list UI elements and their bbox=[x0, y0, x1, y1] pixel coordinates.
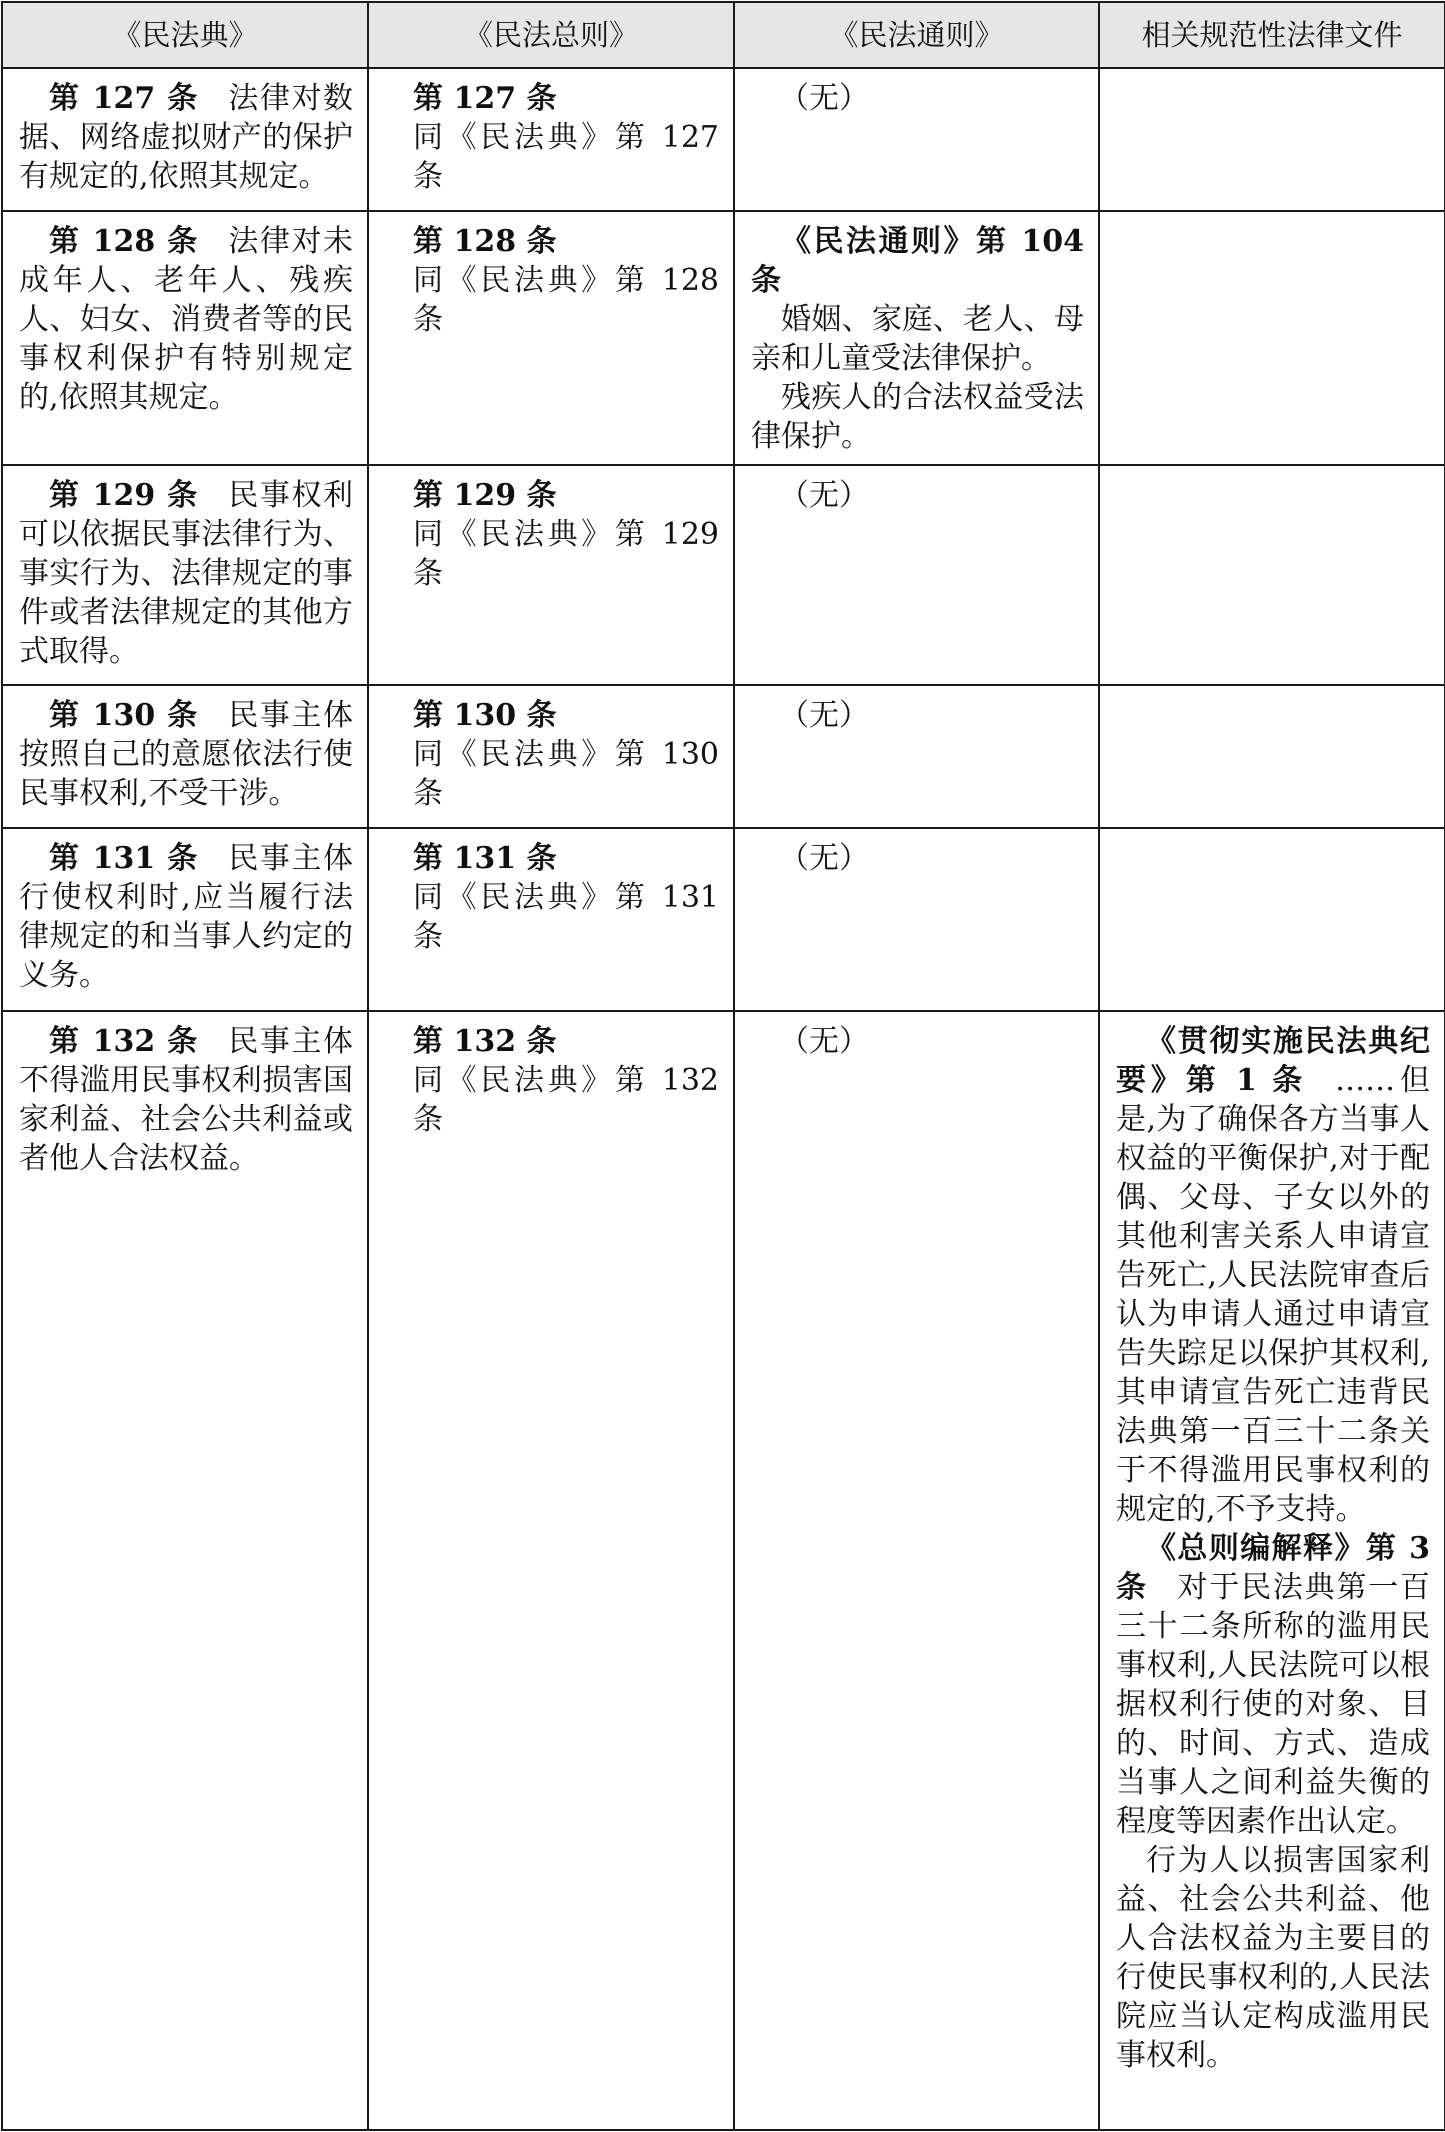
article-text: 同《民法典》第 127 条 bbox=[413, 120, 719, 194]
general-principles-cell bbox=[734, 465, 1099, 685]
general-provisions-cell bbox=[368, 1011, 734, 2130]
article-text: 同《民法典》第 130 条 bbox=[413, 737, 719, 811]
article-title: 《民法通则》第 104 条 bbox=[751, 224, 1084, 298]
article-title: 第 128 条 bbox=[49, 224, 199, 259]
related-documents-cell bbox=[1099, 1011, 1445, 2130]
general-principles-cell bbox=[734, 828, 1099, 1011]
table-row bbox=[2, 685, 1445, 828]
general-provisions-cell bbox=[368, 68, 734, 211]
article-text: 同《民法典》第 132 条 bbox=[413, 1063, 719, 1137]
civil-code-cell bbox=[2, 1011, 368, 2130]
article-title: 第 130 条 bbox=[413, 698, 557, 733]
general-provisions-cell bbox=[368, 465, 734, 685]
civil-code-cell bbox=[2, 828, 368, 1011]
civil-code-cell bbox=[2, 211, 368, 465]
article-text: 民事主体不得滥用民事权利损害国家利益、社会公共利益或者他人合法权益。 bbox=[19, 1024, 354, 1176]
none-text: （无） bbox=[779, 1024, 869, 1059]
general-principles-cell bbox=[734, 685, 1099, 828]
related-documents-cell bbox=[1099, 465, 1445, 685]
article-paragraph: 残疾人的合法权益受法律保护。 bbox=[751, 380, 1084, 454]
table-row bbox=[2, 465, 1445, 685]
general-provisions-cell bbox=[368, 828, 734, 1011]
none-text: （无） bbox=[779, 841, 869, 876]
table-row bbox=[2, 828, 1445, 1011]
law-comparison-table bbox=[1, 1, 1445, 2131]
related-paragraph bbox=[1116, 1529, 1430, 1841]
document-title: 《总则编解释》第 3 条 bbox=[1116, 1531, 1430, 1605]
article-text: 法律对未成年人、老年人、残疾人、妇女、消费者等的民事权利保护有特别规定的,依照其规定。 bbox=[19, 224, 354, 415]
article-paragraph: 婚姻、家庭、老人、母亲和儿童受法律保护。 bbox=[751, 302, 1084, 376]
related-documents-cell bbox=[1099, 828, 1445, 1011]
header-civil-code: 《民法典》 bbox=[2, 2, 368, 68]
civil-code-cell bbox=[2, 685, 368, 828]
general-provisions-cell bbox=[368, 685, 734, 828]
table-row bbox=[2, 1011, 1445, 2130]
table-row bbox=[2, 68, 1445, 211]
article-title: 第 128 条 bbox=[413, 224, 557, 259]
article-text: 同《民法典》第 129 条 bbox=[413, 517, 719, 591]
document-text: ……但是,为了确保各方当事人权益的平衡保护,对于配偶、父母、子女以外的其他利害关系人申请宣告死亡,人民法院审查后认为申请人通过申请宣告失踪足以保护其权利,其申请宣告死亡违背民法典第一百三十二条关于不得滥用民事权利的规定的,不予支持。 bbox=[1116, 1063, 1430, 1527]
article-title: 第 131 条 bbox=[413, 841, 557, 876]
none-text: （无） bbox=[779, 698, 869, 733]
document-text: 对于民法典第一百三十二条所称的滥用民事权利,人民法院可以根据权利行使的对象、目的、时间、方式、造成当事人之间利益失衡的程度等因素作出认定。 bbox=[1116, 1570, 1431, 1839]
article-title: 第 129 条 bbox=[49, 478, 199, 513]
related-documents-cell bbox=[1099, 68, 1445, 211]
article-title: 第 130 条 bbox=[49, 698, 199, 733]
related-paragraph: 行为人以损害国家利益、社会公共利益、他人合法权益为主要目的行使民事权利的,人民法院应当认定构成滥用民事权利。 bbox=[1116, 1843, 1430, 2073]
general-principles-cell bbox=[734, 1011, 1099, 2130]
article-text: 同《民法典》第 131 条 bbox=[413, 880, 719, 954]
article-title: 第 131 条 bbox=[49, 841, 199, 876]
article-text: 民事权利可以依据民事法律行为、事实行为、法律规定的事件或者法律规定的其他方式取得。 bbox=[19, 478, 354, 669]
related-documents-cell bbox=[1099, 685, 1445, 828]
article-text: 民事主体行使权利时,应当履行法律规定的和当事人约定的义务。 bbox=[19, 841, 354, 993]
document-title: 《贯彻实施民法典纪要》第 1 条 bbox=[1116, 1024, 1430, 1098]
related-documents-cell bbox=[1099, 211, 1445, 465]
article-text: 法律对数据、网络虚拟财产的保护有规定的,依照其规定。 bbox=[19, 81, 354, 194]
civil-code-cell bbox=[2, 68, 368, 211]
header-general-provisions: 《民法总则》 bbox=[368, 2, 734, 68]
civil-code-cell bbox=[2, 465, 368, 685]
related-paragraph bbox=[1116, 1022, 1430, 1529]
general-principles-cell bbox=[734, 68, 1099, 211]
article-text: 民事主体按照自己的意愿依法行使民事权利,不受干涉。 bbox=[19, 698, 354, 811]
none-text: （无） bbox=[779, 81, 869, 116]
table-row bbox=[2, 211, 1445, 465]
article-title: 第 132 条 bbox=[413, 1024, 557, 1059]
article-title: 第 129 条 bbox=[413, 478, 557, 513]
article-title: 第 132 条 bbox=[49, 1024, 199, 1059]
none-text: （无） bbox=[779, 478, 869, 513]
article-title: 第 127 条 bbox=[413, 81, 557, 116]
article-title: 第 127 条 bbox=[49, 81, 199, 116]
article-text: 同《民法典》第 128 条 bbox=[413, 263, 719, 337]
header-general-principles: 《民法通则》 bbox=[734, 2, 1099, 68]
general-provisions-cell bbox=[368, 211, 734, 465]
general-principles-cell bbox=[734, 211, 1099, 465]
header-row bbox=[2, 2, 1445, 68]
header-related-documents: 相关规范性法律文件 bbox=[1099, 2, 1445, 68]
